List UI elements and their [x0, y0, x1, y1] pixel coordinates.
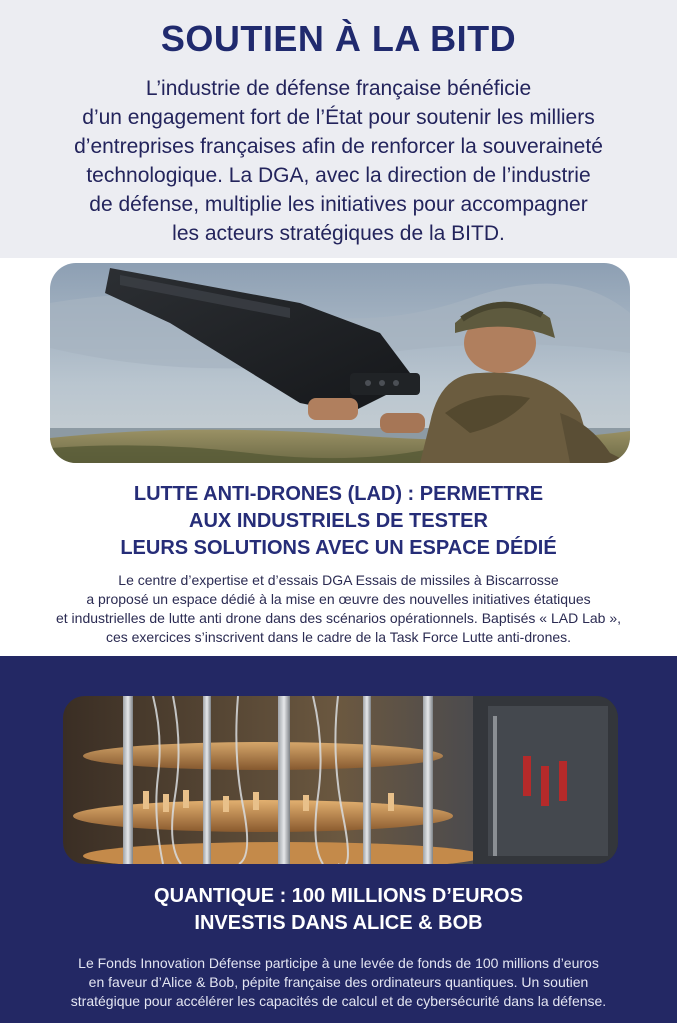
body-line: ces exercices s’inscrivent dans le cadre de la Task Force Lutte anti-drones. — [105, 629, 572, 645]
intro-line: technologique. La DGA, avec la direction de l’industrie — [86, 164, 591, 187]
quantum-computer-image — [63, 696, 618, 864]
quantum-section-body — [20, 954, 657, 1011]
body-line: en faveur d’Alice & Bob, pépite française des ordinateurs quantiques. Un soutien — [88, 974, 589, 990]
intro-line: de défense, multiplie les initiatives pour accompagner — [89, 193, 588, 216]
soldier-jammer-image — [50, 263, 630, 463]
body-line: et industrielles de lutte anti drone dans des scénarios opérationnels. Baptisés « LAD Lab », — [55, 610, 622, 626]
title-line: AUX INDUSTRIELS DE TESTER — [189, 510, 488, 532]
body-line: Le Fonds Innovation Défense participe à une levée de fonds de 100 millions d’euros — [78, 955, 599, 971]
intro-line: L’industrie de défense française bénéficie — [145, 77, 532, 100]
body-line: stratégique pour accélérer les capacités de calcul et de cybersécurité dans la défense. — [70, 993, 607, 1009]
title-line: LEURS SOLUTIONS AVEC UN ESPACE DÉDIÉ — [120, 537, 557, 559]
lad-section-body — [20, 571, 657, 647]
title-line: INVESTIS DANS ALICE & BOB — [194, 912, 483, 934]
lad-section-title — [0, 481, 677, 562]
title-line: QUANTIQUE : 100 MILLIONS D’EUROS — [154, 885, 523, 907]
intro-paragraph — [40, 74, 637, 248]
title-line: LUTTE ANTI-DRONES (LAD) : PERMETTRE — [133, 483, 544, 505]
intro-line: d’un engagement fort de l’État pour soutenir les milliers — [82, 106, 595, 129]
body-line: a proposé un espace dédié à la mise en œuvre des nouvelles initiatives étatiques — [86, 591, 591, 607]
anti-drone-photo — [50, 263, 630, 463]
intro-line: d’entreprises françaises afin de renforcer la souveraineté — [74, 135, 603, 158]
quantum-section-title — [0, 883, 677, 937]
body-line: Le centre d’expertise et d’essais DGA Essais de missiles à Biscarrosse — [118, 572, 559, 588]
quantum-photo — [63, 696, 618, 864]
header-band — [0, 0, 677, 258]
intro-line: les acteurs stratégiques de la BITD. — [172, 222, 505, 245]
page-title: SOUTIEN À LA BITD — [160, 18, 517, 59]
